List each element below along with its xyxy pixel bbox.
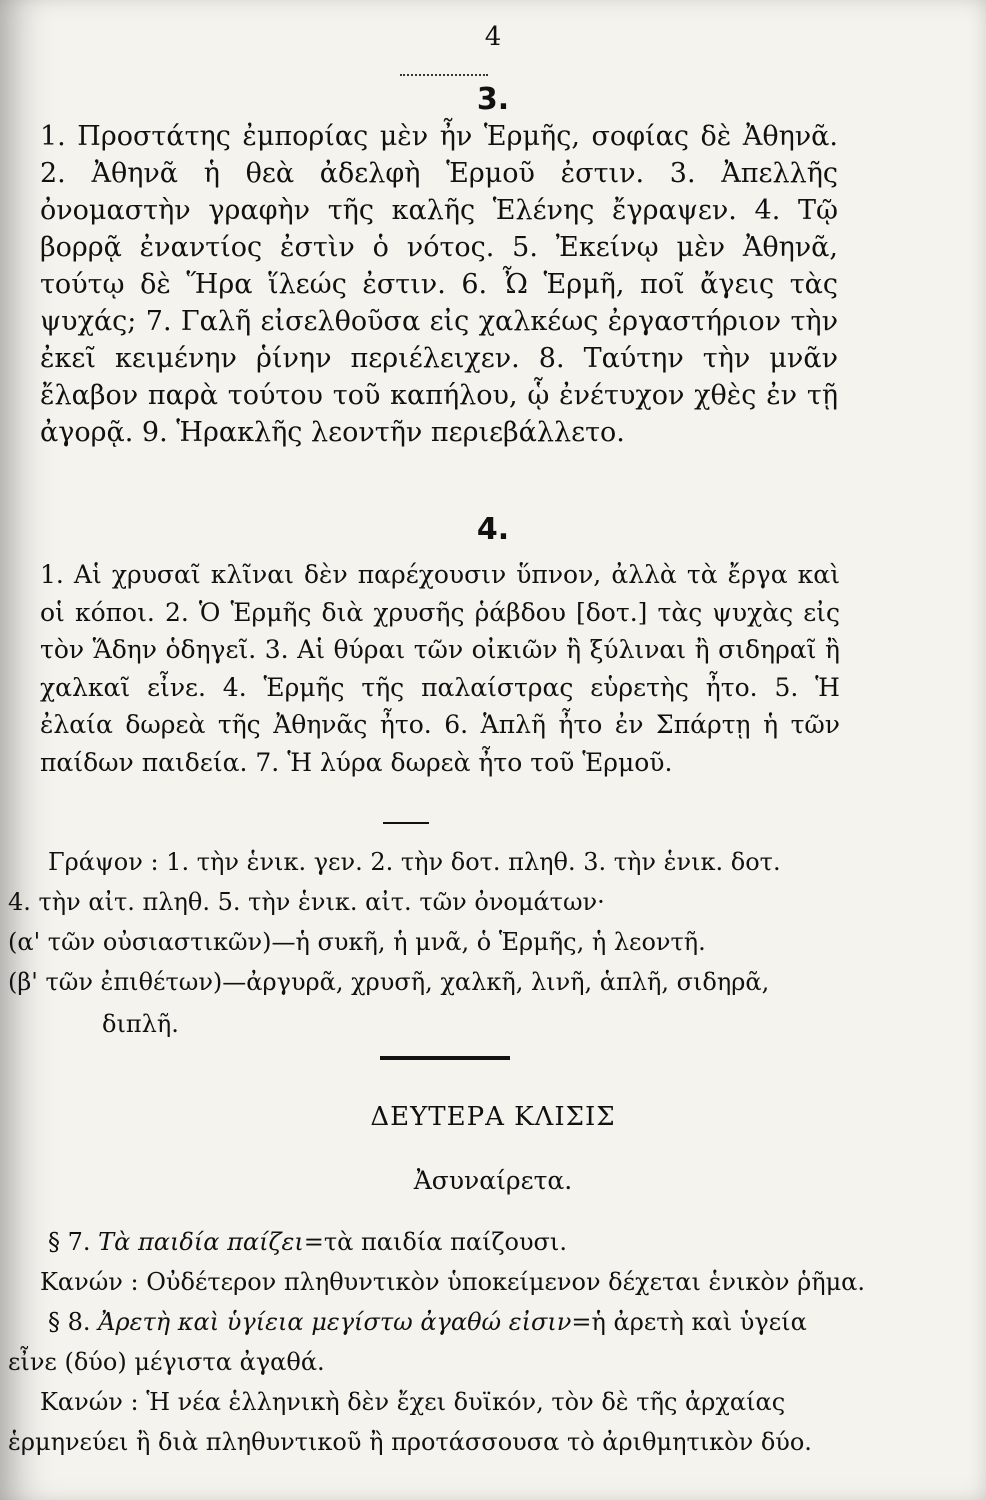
paragraph-8-line-2: εἶνε (δύο) μέγιστα ἀγαθά. <box>8 1348 325 1376</box>
section-4-exercise-text: 1. Αἱ χρυσαῖ κλῖναι δὲν παρέχουσιν ὕπνον, ἀλλὰ τὰ ἔργα καὶ οἱ κόποι. 2. Ὁ Ἑρμῆς διὰ χρυσῆς ῥάβδου [δοτ.] τὰς ψυχὰς εἰς τὸν Ἅδην ὁδηγεῖ. 3. Αἱ θύραι τῶν οἰκιῶν ἢ ξύλιναι ἢ σιδηραῖ ἢ χαλκαῖ εἶνε. 4. Ἑρμῆς τῆς παλαίστρας εὑρετὴς ἦτο. 5. Ἡ ἐλαία δωρεὰ τῆς Ἀθηνᾶς ἦτο. 6. Ἁπλῆ ἦτο ἐν Σπάρτῃ ἡ τῶν παίδων παιδεία. 7. Ἡ λύρα δωρεὰ ἦτο τοῦ Ἑρμοῦ. <box>40 560 840 777</box>
exercise-line-1: Γράψον : 1. τὴν ἑνικ. γεν. 2. τὴν δοτ. πληθ. 3. τὴν ἑνικ. δοτ. <box>48 848 781 876</box>
section-4-number: 4. <box>476 512 510 547</box>
exercise-line-2: 4. τὴν αἰτ. πληθ. 5. τὴν ἑνικ. αἰτ. τῶν ὀνομάτων· <box>8 888 605 916</box>
page-number: 4 <box>484 22 502 52</box>
exercise-line-5: διπλῆ. <box>102 1010 179 1038</box>
paragraph-8 <box>48 1308 807 1336</box>
exercise-line-4: (β' τῶν ἐπιθέτων)—ἀργυρᾶ, χρυσῆ, χαλκῆ, λινῆ, ἁπλῆ, σιδηρᾶ, <box>8 968 770 996</box>
chapter-heading: ΔΕΥΤΕΡΑ ΚΛΙΣΙΣ <box>370 1102 616 1132</box>
paragraph-8-example: Ἀρετὴ καὶ ὑγίεια μεγίστω ἀγαθώ εἰσιν <box>98 1308 572 1336</box>
page-number-rule <box>400 74 488 76</box>
paragraph-7-translation: =τὰ παιδία παίζουσι. <box>303 1228 567 1256</box>
section-3-exercise-text: 1. Προστάτης ἐμπορίας μὲν ἦν Ἑρμῆς, σοφίας δὲ Ἀθηνᾶ. 2. Ἀθηνᾶ ἡ θεὰ ἀδελφὴ Ἑρμοῦ ἐστιν. 3. Ἀπελλῆς ὀνομαστὴν γραφὴν τῆς καλῆς Ἑλένης ἔγραψεν. 4. Τῷ βορρᾷ ἐναντίος ἐστὶν ὁ νότος. 5. Ἐκείνῳ μὲν Ἀθηνᾶ, τούτῳ δὲ Ἥρα ἵλεώς ἐστιν. 6. Ὦ Ἑρμῆ, ποῖ ἄγεις τὰς ψυχάς; 7. Γαλῆ εἰσελθοῦσα εἰς χαλκέως ἐργαστήριον τὴν ἐκεῖ κειμένην ῥίνην περιέλειχεν. 8. Ταύτην τὴν μνᾶν ἔλαβον παρὰ τούτου τοῦ καπήλου, ᾧ ἐνέτυχον χθὲς ἐν τῇ ἀγορᾷ. 9. Ἡρακλῆς λεοντῆν περιεβάλλετο. <box>40 121 838 448</box>
paragraph-8-translation: =ἡ ἀρετὴ καὶ ὑγεία <box>571 1308 807 1336</box>
rule-1: Κανών : Οὐδέτερον πληθυντικὸν ὑποκείμενον δέχεται ἑνικὸν ῥῆμα. <box>40 1268 866 1296</box>
paragraph-7 <box>48 1228 567 1256</box>
chapter-subheading: Ἀσυναίρετα. <box>413 1166 573 1195</box>
paragraph-7-label: § 7. <box>48 1228 91 1256</box>
rule-2-line-2: ἑρμηνεύει ἢ διὰ πληθυντικοῦ ἢ προτάσσουσα τὸ ἀριθμητικὸν δύο. <box>8 1428 812 1456</box>
paragraph-7-example: Τὰ παιδία παίζει <box>98 1228 304 1256</box>
section-divider <box>383 822 429 824</box>
paragraph-8-label: § 8. <box>48 1308 91 1336</box>
section-3-number: 3. <box>476 82 510 117</box>
rule-2-line-1: Κανών : Ἡ νέα ἑλληνικὴ δὲν ἔχει δυϊκόν, τὸν δὲ τῆς ἀρχαίας <box>40 1388 786 1416</box>
exercise-line-3: (α' τῶν οὐσιαστικῶν)—ἡ συκῆ, ἡ μνᾶ, ὁ Ἑρμῆς, ἡ λεοντῆ. <box>8 928 706 956</box>
chapter-divider <box>380 1056 510 1060</box>
